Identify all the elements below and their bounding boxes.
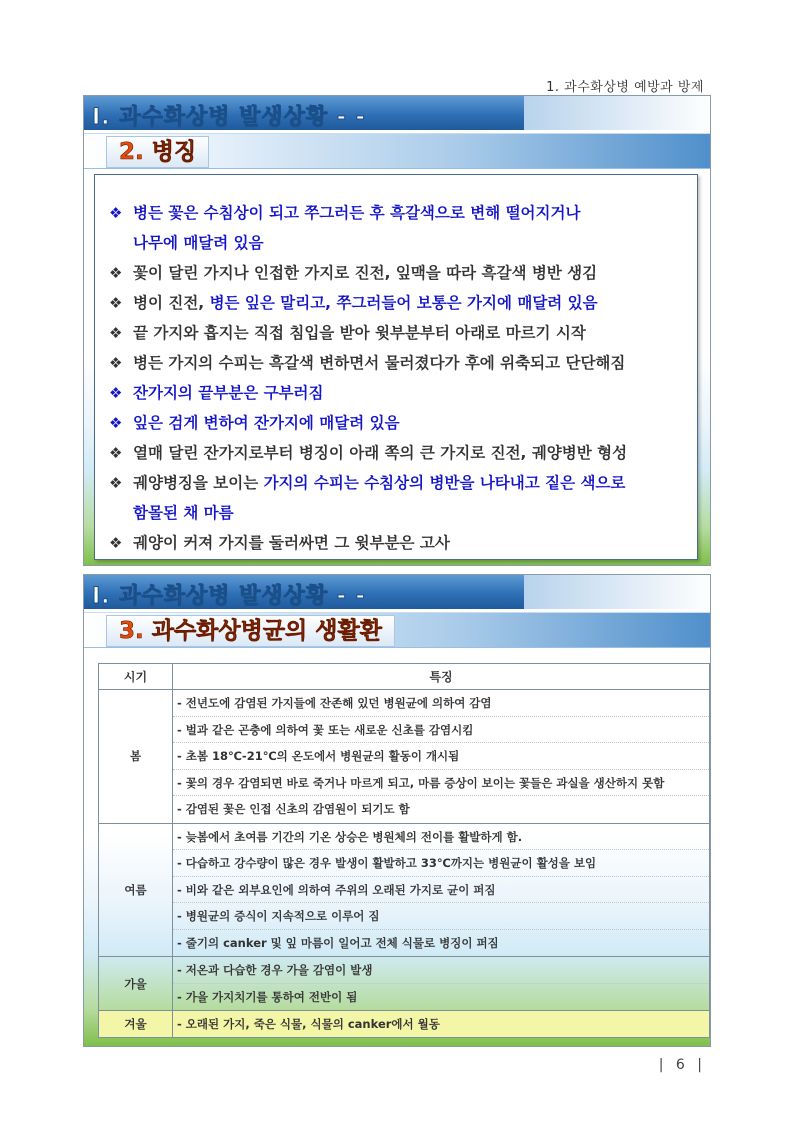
season-cell: 겨울 — [99, 1011, 173, 1038]
diamond-bullet-icon: ❖ — [109, 294, 123, 312]
symptom-text: 꽃이 달린 가지나 인접한 가지로 진전, 잎맥을 따라 흑갈색 병반 생김 — [133, 264, 598, 282]
symptom-text: 병이 진전, — [133, 294, 210, 312]
diamond-bullet-icon: ❖ — [109, 204, 123, 222]
symptom-text: 병든 꽃은 수침상이 되고 쭈그러든 후 흑갈색으로 변해 떨어지거나 — [133, 204, 581, 222]
section-title-bar — [84, 96, 524, 130]
symptom-text: 병든 가지의 수피는 흑갈색 변하면서 물러졌다가 후에 위축되고 단단해짐 — [133, 354, 626, 372]
symptom-text-emphasis: 가지의 수피는 수침상의 병반을 나타내고 짙은 색으로 — [263, 474, 626, 492]
feature-cell — [173, 823, 710, 957]
feature-line: - 가을 가지치기를 통하여 전반이 됨 — [177, 989, 358, 1004]
feature-line: - 감염된 꽃은 인접 신초의 감염원이 되기도 함 — [177, 802, 410, 816]
diamond-bullet-icon: ❖ — [109, 384, 123, 402]
symptom-item — [109, 498, 697, 528]
lifecycle-table-wrap — [98, 663, 710, 1038]
symptom-box — [94, 174, 698, 560]
table-row — [99, 823, 710, 957]
lifecycle-table — [98, 663, 710, 1038]
feature-line: - 꽃의 경우 감염되면 바로 죽거나 마르게 되고, 마름 증상이 보이는 꽃들은 과실을 생산하지 못함 — [173, 770, 709, 797]
feature-line: - 병원균의 증식이 지속적으로 이루어 짐 — [173, 903, 709, 930]
table-row — [99, 957, 710, 1011]
symptom-text-emphasis: 병든 잎은 말리고, 쭈그러들어 보통은 가지에 매달려 있음 — [209, 294, 598, 312]
feature-line: - 벌과 같은 곤충에 의하여 꽃 또는 새로운 신초를 감염시킴 — [173, 717, 709, 744]
diamond-bullet-icon: ❖ — [109, 264, 123, 282]
feature-cell — [173, 690, 710, 824]
symptom-item — [109, 288, 697, 318]
table-row — [99, 1011, 710, 1038]
feature-line: - 늦봄에서 초여름 기간의 기온 상승은 병원체의 전이를 활발하게 함. — [173, 824, 709, 851]
symptom-item — [109, 348, 697, 378]
section-title: I. 과수화상병 발생상황 - - — [92, 105, 366, 130]
season-cell: 여름 — [99, 823, 173, 957]
season-cell: 봄 — [99, 690, 173, 824]
diamond-bullet-icon: ❖ — [109, 414, 123, 432]
header-feature: 특징 — [173, 664, 710, 690]
symptom-item — [109, 528, 697, 558]
season-cell: 가을 — [99, 957, 173, 1011]
symptom-item — [109, 228, 697, 258]
feature-line: - 초봄 18℃-21℃의 온도에서 병원균의 활동이 개시됨 — [173, 743, 709, 770]
symptom-text: 열매 달린 잔가지로부터 병징이 아래 쪽의 큰 가지로 진전, 궤양병반 형성 — [133, 444, 628, 462]
feature-line: - 저온과 다습한 경우 가을 감염이 발생 — [173, 957, 709, 984]
symptom-item — [109, 438, 697, 468]
diamond-bullet-icon: ❖ — [109, 474, 123, 492]
slide-lifecycle — [83, 574, 711, 1047]
symptom-text: 궤양병징을 보이는 — [133, 474, 264, 492]
slide-heading: 3. 과수화상병균의 생활환 — [119, 618, 382, 644]
diamond-bullet-icon: ❖ — [109, 444, 123, 462]
symptom-item — [109, 408, 697, 438]
feature-cell — [173, 957, 710, 1011]
feature-line: - 오래된 가지, 죽은 식물, 식물의 canker에서 월동 — [177, 1017, 440, 1031]
symptom-text: 나무에 매달려 있음 — [133, 234, 264, 252]
symptom-item — [109, 198, 697, 228]
symptom-item — [109, 378, 697, 408]
feature-line: - 전년도에 감염된 가지들에 잔존해 있던 병원균에 의하여 감염 — [173, 690, 709, 717]
heading-bar — [84, 133, 711, 169]
feature-line: - 비와 같은 외부요인에 의하여 주위의 오래된 가지로 균이 퍼짐 — [173, 877, 709, 904]
symptom-text: 궤양이 커져 가지를 둘러싸면 그 윗부분은 고사 — [133, 534, 450, 552]
diamond-bullet-icon: ❖ — [109, 354, 123, 372]
symptom-text: 함몰된 채 마름 — [133, 504, 234, 522]
slide-heading: 2. 병징 — [119, 139, 197, 165]
diamond-bullet-icon: ❖ — [109, 534, 123, 552]
table-header-row — [99, 664, 710, 690]
running-head: 1. 과수화상병 예방과 방제 — [546, 80, 704, 95]
slide-symptoms — [83, 95, 711, 566]
symptom-text: 잔가지의 끝부분은 구부러짐 — [133, 384, 324, 402]
symptom-text: 끝 가지와 흡지는 직접 침입을 받아 윗부분부터 아래로 마르기 시작 — [133, 324, 586, 342]
heading-bar — [84, 612, 711, 648]
feature-cell — [173, 1011, 710, 1038]
symptom-item — [109, 318, 697, 348]
page-number: | 6 | — [658, 1057, 702, 1073]
symptom-item — [109, 468, 697, 498]
table-row — [99, 690, 710, 824]
symptom-item — [109, 258, 697, 288]
diamond-bullet-icon: ❖ — [109, 324, 123, 342]
feature-line: - 줄기의 canker 및 잎 마름이 일어고 전체 식물로 병징이 퍼짐 — [177, 935, 499, 950]
symptom-list — [95, 175, 697, 558]
feature-line: - 다습하고 강수량이 많은 경우 발생이 활발하고 33℃까지는 병원균이 활성을 보임 — [173, 850, 709, 877]
section-title: I. 과수화상병 발생상황 - - — [92, 584, 366, 609]
symptom-text: 잎은 검게 변하여 잔가지에 매달려 있음 — [133, 414, 400, 432]
section-title-bar — [84, 575, 524, 609]
header-season: 시기 — [99, 664, 173, 690]
